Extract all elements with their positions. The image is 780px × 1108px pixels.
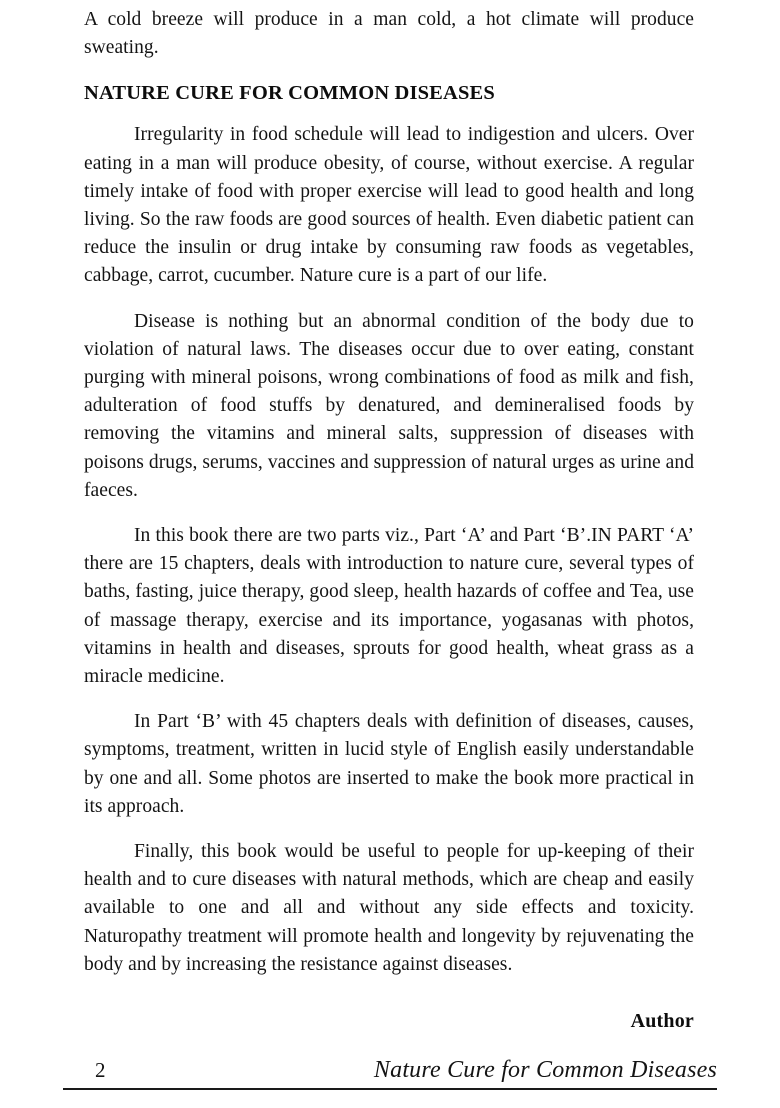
page-footer xyxy=(63,1057,717,1091)
paragraph-book-part-a: In this book there are two parts viz., Part ‘A’ and Part ‘B’.IN PART ‘A’ there are 15 chapters, deals with introduction to nature cure, several types of baths, fasting, juice therapy, good sleep, health hazards of coffee and Tea, use of massage therapy, exercise and its importance, yogasanas with photos, vitamins in health and diseases, sprouts for good health, wheat grass as a miracle medicine. xyxy=(84,525,694,688)
page-number: 2 xyxy=(95,1057,106,1082)
paragraph-book-part-b: In Part ‘B’ with 45 chapters deals with definition of diseases, causes, symptoms, treatment, written in lucid style of English easily understandable by one and all. Some photos are inserted to make the book more practical in its approach. xyxy=(84,711,694,817)
paragraph-irregularity-food-schedule: Irregularity in food schedule will lead to indigestion and ulcers. Over eating in a man will produce obesity, of course, without exercise. A regular timely intake of food with proper exercise will lead to good health and long living. So the raw foods are good sources of health. Even diabetic patient can reduce the insulin or drug intake by consuming raw foods as vegetables, cabbage, carrot, cucumber. Nature cure is a part of our life. xyxy=(84,124,694,287)
paragraph-disease-definition: Disease is nothing but an abnormal condition of the body due to violation of natural laws. The diseases occur due to over eating, constant purging with mineral poisons, wrong combinations of food as milk and fish, adulteration of food stuffs by denatured, and demineralised foods by removing the vitamins and mineral salts, suppression of diseases with poisons drugs, serums, vaccines and suppression of natural urges as urine and faeces. xyxy=(84,310,694,501)
page-content xyxy=(84,6,694,1033)
footer-divider xyxy=(63,1088,717,1091)
author-signature: Author xyxy=(630,1010,694,1033)
section-heading: NATURE CURE FOR COMMON DISEASES xyxy=(84,82,495,105)
paragraph-conclusion: Finally, this book would be useful to people for up-keeping of their health and to cure diseases with natural methods, which are cheap and easily available to one and all and without any side effects and toxicity. Naturopathy treatment will promote health and longevity by rejuvenating the body and by increasing the resistance against diseases. xyxy=(84,841,694,975)
continued-paragraph: A cold breeze will produce in a man cold, a hot climate will produce sweating. xyxy=(84,9,694,59)
footer-running-title: Nature Cure for Common Diseases xyxy=(373,1056,717,1083)
footer-row xyxy=(63,1057,717,1088)
